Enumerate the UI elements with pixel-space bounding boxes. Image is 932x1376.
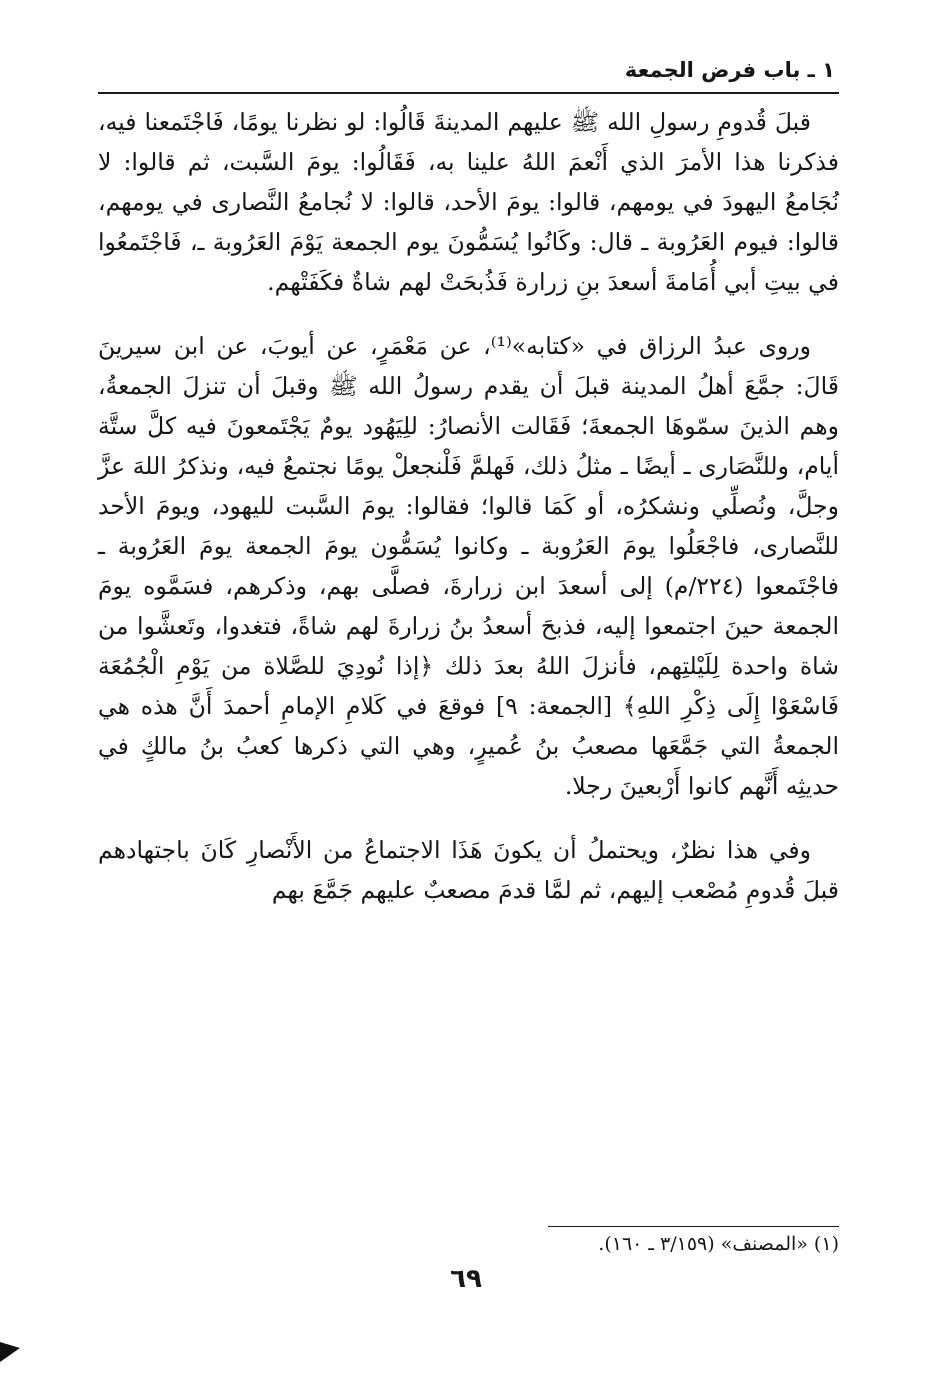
footnote-rule: [548, 1226, 839, 1227]
paragraph: وروى عبدُ الرزاق في «كتابه»⁽¹⁾، عن مَعْمَرٍ، عن أيوبَ، عن ابن سيرينَ قَالَ: جمَّعَ أهلُ المدينة قبلَ أن يقدم رسولُ الله ﷺ وقبلَ أن تنزلَ الجمعةُ، وهم الذينَ سمّوهَا الجمعةَ؛ فَقَالت الأنصارُ: للِيَهُود يومٌ يَجْتَمعونَ فيه كلَّ ستَّة أيام، وللنَّصَارى ـ أيضًا ـ مثلُ ذلك، فَهلمَّ فَلْنجعلْ يومًا نجتمعُ فيه، ونذكرُ اللهَ عزَّ وجلَّ، ونُصلِّي ونشكرُه، أو كَمَا قالوا؛ فقالوا: يومَ السَّبت لليهود، ويومَ الأحد للنَّصارى، فاجْعَلُوا يومَ العَرُوبة ـ وكانوا يُسَمُّون يومَ الجمعة يومَ العَرُوبة ـ فاجْتَمعوا (٢٢٤/م) إلى أسعدَ ابن زرارةَ، فصلَّى بهم، وذكرهم، فسَمَّوه يومَ الجمعة حينَ اجتمعوا إليه، فذبحَ أسعدُ بنُ زرارةَ لهم شاةً، فتغدوا، وتَعشَّوا من شاة واحدة لِلَيْلتِهم، فأنزلَ اللهُ بعدَ ذلك ﴿إذا نُودِيَ للصَّلاة من يَوْمِ الْجُمُعَة فَاسْعَوْا إِلَى ذِكْرِ اللهِ﴾ [الجمعة: ٩] فوقعَ في كَلامِ الإمامِ أحمدَ أَنَّ هذه هي الجمعةُ التي جَمَّعَها مصعبُ بنُ عُميرٍ، وهي التي ذكرها كعبُ بنُ مالكٍ في حديثِه أَنَّهم كانوا أَرْبعينَ رجلا.: [98, 332, 840, 800]
body-text: [98, 102, 839, 910]
page-number: ٦٩: [450, 1264, 482, 1294]
paragraph: قبلَ قُدومِ رسولِ الله ﷺ عليهم المدينةَ قَالُوا: لو نظرنا يومًا، فَاجْتَمعنا فيه، فذكرنا هذا الأمرَ الذي أَنْعمَ اللهُ علينا به، فَقَالُوا: يومَ السَّبت، ثم قالوا: لا نُجَامعُ اليهودَ في يومهم، قالوا: يومَ الأحد، قالوا: لا نُجامعُ النَّصارى في يومهم، قالوا: فيوم العَرُوبة ـ قال: وكَانُوا يُسَمُّونَ يوم الجمعة يَوْمَ العَرُوبة ـ، فَاجْتَمعُوا في بيتِ أبي أُمَامةَ أسعدَ بنِ زرارة فَذُبحَتْ لهم شاةٌ فكَفَتْهم.: [98, 108, 839, 296]
running-header: ١ ـ باب فرض الجمعة: [624, 58, 835, 82]
paragraph: وفي هذا نظرٌ، ويحتملُ أن يكونَ هَذَا الاجتماعُ من الأَنْصارِ كَانَ باجتهادهم قبلَ قُدومِ مُصْعب إليهم، ثم لمَّا قدمَ مصعبٌ عليهم جَمَّعَ بهم: [98, 836, 839, 904]
page-corner-mark: [0, 1342, 20, 1362]
footnote: (١) «المصنف» (٣/١٥٩ ـ ١٦٠).: [598, 1233, 839, 1255]
header-rule: [98, 92, 839, 94]
